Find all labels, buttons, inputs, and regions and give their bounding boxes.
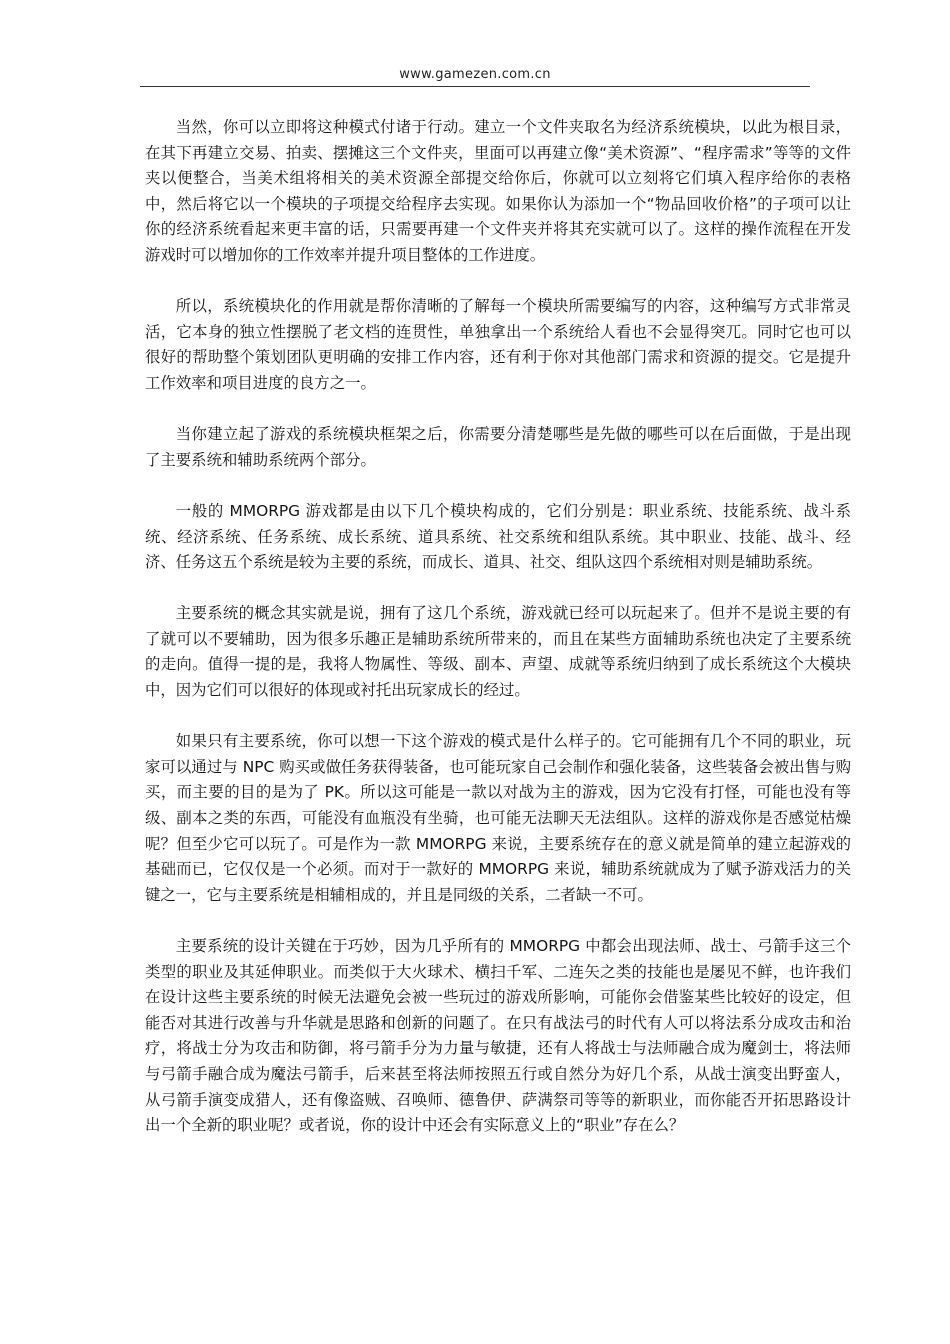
paragraph: 如果只有主要系统，你可以想一下这个游戏的模式是什么样子的。它可能拥有几个不同的职业，玩家可以通过与 NPC 购买或做任务获得装备，也可能玩家自己会制作和强化装备，这些装备会被出售与购买，而主要的目的是为了 PK。所以这可能是一款以对战为主的游戏，因为它没有打怪，可能也没有等级、副本之类的东西，可能没有血瓶没有坐骑，也可能无法聊天无法组队。这样的游戏你是否感觉枯燥呢？但至少它可以玩了。可是作为一款 MMORPG 来说，主要系统存在的意义就是简单的建立起游戏的基础而已，它仅仅是一个必须。而对于一款好的 MMORPG 来说，辅助系统就成为了赋予游戏活力的关键之一，它与主要系统是相辅相成的，并且是同级的关系，二者缺一不可。 xyxy=(145,732,851,904)
paragraph: 主要系统的设计关键在于巧妙，因为几乎所有的 MMORPG 中都会出现法师、战士、弓箭手这三个类型的职业及其延伸职业。而类似于大火球术、横扫千军、二连矢之类的技能也是屡见不鲜，也许我们在设计这些主要系统的时候无法避免会被一些玩过的游戏所影响，可能你会借鉴某些比较好的设定，但能否对其进行改善与升华就是思路和创新的问题了。在只有战法弓的时代有人可以将法系分成攻击和治疗，将战士分为攻击和防御，将弓箭手分为力量与敏捷，还有人将战士与法师融合成为魔剑士，将法师与弓箭手融合成为魔法弓箭手，后来甚至将法师按照五行或自然分为好几个系，从战士演变出野蛮人，从弓箭手演变成猎人，还有像盗贼、召唤师、德鲁伊、萨满祭司等等的新职业，而你能否开拓思路设计出一个全新的职业呢？或者说，你的设计中还会有实际意义上的“职业”存在么？ xyxy=(145,937,851,1135)
document-body xyxy=(145,115,851,1164)
header-divider xyxy=(140,86,810,87)
paragraph: 所以，系统模块化的作用就是帮你清晰的了解每一个模块所需要编写的内容，这种编写方式非常灵活，它本身的独立性摆脱了老文档的连贯性，单独拿出一个系统给人看也不会显得突兀。同时它也可以很好的帮助整个策划团队更明确的安排工作内容，还有利于你对其他部门需求和资源的提交。它是提升工作效率和项目进度的良方之一。 xyxy=(145,297,851,392)
paragraph: 当你建立起了游戏的系统模块框架之后，你需要分清楚哪些是先做的哪些可以在后面做，于是出现了主要系统和辅助系统两个部分。 xyxy=(145,425,851,469)
paragraph: 主要系统的概念其实就是说，拥有了这几个系统，游戏就已经可以玩起来了。但并不是说主要的有了就可以不要辅助，因为很多乐趣正是辅助系统所带来的，而且在某些方面辅助系统也决定了主要系统的走向。值得一提的是，我将人物属性、等级、副本、声望、成就等系统归纳到了成长系统这个大模块中，因为它们可以很好的体现或衬托出玩家成长的经过。 xyxy=(145,604,851,700)
paragraph: 一般的 MMORPG 游戏都是由以下几个模块构成的，它们分别是：职业系统、技能系统、战斗系统、经济系统、任务系统、成长系统、道具系统、社交系统和组队系统。其中职业、技能、战斗、经济、任务这五个系统是较为主要的系统，而成长、道具、社交、组队这四个系统相对则是辅助系统。 xyxy=(145,501,851,572)
page-header-site: www.gamezen.com.cn xyxy=(399,67,551,82)
paragraph: 当然，你可以立即将这种模式付诸于行动。建立一个文件夹取名为经济系统模块，以此为根目录，在其下再建立交易、拍卖、摆摊这三个文件夹，里面可以再建立像“美术资源”、“程序需求”等等的文件夹以便整合，当美术组将相关的美术资源全部提交给你后，你就可以立刻将它们填入程序给你的表格中，然后将它以一个模块的子项提交给程序去实现。如果你认为添加一个“物品回收价格”的子项可以让你的经济系统看起来更丰富的话，只需要再建一个文件夹并将其充实就可以了。这样的操作流程在开发游戏时可以增加你的工作效率并提升项目整体的工作进度。 xyxy=(145,118,851,264)
